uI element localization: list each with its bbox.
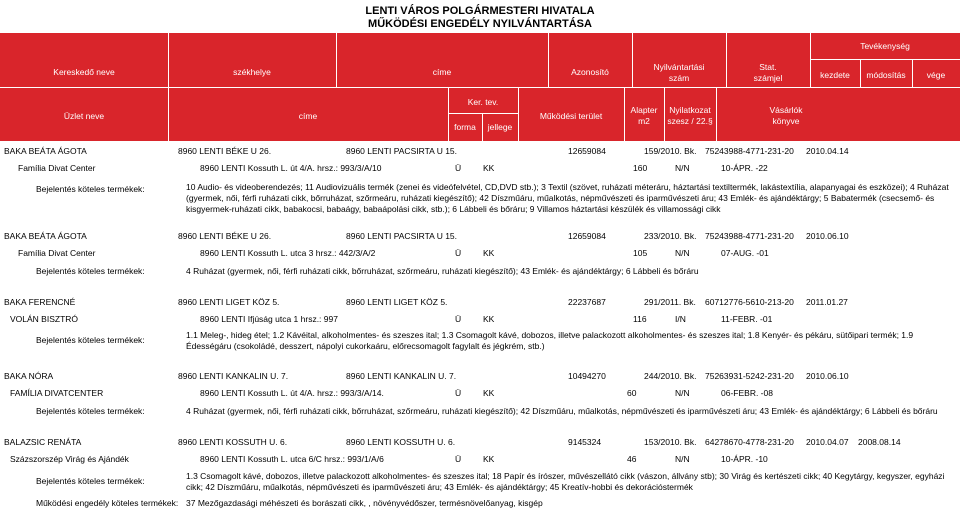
shop-address: 8960 LENTI Kossuth L. út 4/A. hrsz.: 993/3/A/14. <box>200 388 384 398</box>
products-label: Bejelentés köteles termékek: <box>36 184 145 194</box>
trader-address: 8960 LENTI PACSIRTA U 15. <box>346 231 458 241</box>
trade-character: KK <box>483 248 495 258</box>
trader-seat: 8960 LENTI LIGET KÖZ 5. <box>178 297 280 307</box>
products-text: 10 Audio- és videoberendezés; 11 Audiovizuális termék (zenei és videófelvétel, CD,DVD stb.); 3 Textil (szövet, ruházati méteráru, háztartási textiltermék, lakástextília, alapanyagai és eszközei); 4 Ruházat (gyermek, női, férfi ruházati cikk, bőrruházat, szőrmeáru, ruházati kiegészítő); 42 Díszműáru, műalkotás, népművészeti és iparművészeti áru; 43 Emlék- és ajándéktárgy; 5 Babatermék (csecsemő- és kisgyermek-ruházati cikk, babakocsi, babaágy, babaápolási cikk, stb.); 6 Lábbeli és bőráru; 9 Villamos háztartási készülék és villamossági cikk <box>186 182 949 214</box>
stat-code: 75263931-5242-231-20 <box>705 371 794 381</box>
trade-character: KK <box>483 454 495 464</box>
col-floor-area: Alapter m2 <box>630 105 658 126</box>
registry-number: 291/2011. Bk. <box>644 297 696 307</box>
activity-start: 2010.06.10 <box>806 371 849 381</box>
shop-name: Família Divat Center <box>18 163 96 173</box>
products-label: Bejelentés köteles termékek: <box>36 266 145 276</box>
trader-seat: 8960 LENTI BÉKE U 26. <box>178 146 272 156</box>
trader-id: 12659084 <box>568 146 606 156</box>
products-label: Bejelentés köteles termékek: <box>36 335 145 345</box>
registry-number: 159/2010. Bk. <box>644 146 697 156</box>
products-text: 1.1 Meleg-, hideg étel; 1.2 Kávéital, alkoholmentes- és szeszes ital; 1.3 Csomagolt kávé, dobozos, illetve palackozott alkoholmentes- és szeszes ital; 1.8 Kenyér- és pékáru, sütőipari termék; 1.9 Édességáru (csokoládé, desszert, nápolyi cukorkaáru, előrecsomagolt fagylalt és jégkrém, stb.) <box>186 330 914 351</box>
customer-book: 11-FEBR. -01 <box>721 314 773 324</box>
floor-area: 105 <box>633 248 648 258</box>
registry-number: 244/2010. Bk. <box>644 371 697 381</box>
trader-id: 10494270 <box>568 371 606 381</box>
col-activity-end: vége <box>926 70 946 80</box>
shop-name: VOLÁN BISZTRÓ <box>10 314 79 324</box>
activity-modified: 2008.08.14 <box>858 437 901 447</box>
shop-address: 8960 LENTI Kossuth L. utca 6/C hrsz.: 993/1/A/6 <box>200 454 384 464</box>
col-customer-book: Vásárlók könyve <box>769 105 803 126</box>
operating-license-label: Működési engedély köteles termékek: <box>36 498 179 508</box>
shop-name: FAMÍLIA DIVATCENTER <box>10 388 104 398</box>
trade-form: Ü <box>455 388 462 398</box>
trade-form: Ü <box>455 314 462 324</box>
table-header <box>0 33 960 141</box>
declaration: N/N <box>675 248 690 258</box>
trade-form: Ü <box>455 248 462 258</box>
trade-character: KK <box>483 163 495 173</box>
stat-code: 75243988-4771-231-20 <box>705 231 794 241</box>
declaration: N/N <box>675 454 690 464</box>
trader-address: 8960 LENTI KOSSUTH U. 6. <box>346 437 456 447</box>
shop-name: Százszorszép Virág és Ajándék <box>10 454 129 464</box>
activity-start: 2010.06.10 <box>806 231 849 241</box>
trader-seat: 8960 LENTI BÉKE U 26. <box>178 231 272 241</box>
col-trader-name: Kereskedő neve <box>53 67 115 77</box>
col-registry-number: Nyilvántartási szám <box>653 62 705 83</box>
operating-license-products: 37 Mezőgazdasági méhészeti és borászati cikk, , növényvédőszer, termésnövelőanyag, kisgép <box>186 498 543 508</box>
col-activity-modified: módosítás <box>866 70 906 80</box>
products-label: Bejelentés köteles termékek: <box>36 406 145 416</box>
trader-name: BAKA BEÁTA ÁGOTA <box>4 146 87 156</box>
shop-address: 8960 LENTI Kossuth L. utca 3 hrsz.: 442/3/A/2 <box>200 248 376 258</box>
col-shop-address: címe <box>298 111 318 121</box>
floor-area: 46 <box>627 454 637 464</box>
trader-address: 8960 LENTI PACSIRTA U 15. <box>346 146 458 156</box>
stat-code: 60712776-5610-213-20 <box>705 297 794 307</box>
trader-address: 8960 LENTI LIGET KÖZ 5. <box>346 297 448 307</box>
trader-seat: 8960 LENTI KANKALIN U. 7. <box>178 371 289 381</box>
trader-name: BALAZSIC RENÁTA <box>4 437 82 447</box>
declaration: N/N <box>675 163 690 173</box>
shop-address: 8960 LENTI Kossuth L. út 4/A. hrsz.: 993/3/A/10 <box>200 163 382 173</box>
trade-form: Ü <box>455 454 462 464</box>
col-identifier: Azonosító <box>571 67 609 77</box>
customer-book: 10-ÁPR. -22 <box>721 163 768 173</box>
document-subtitle: MŰKÖDÉSI ENGEDÉLY NYILVÁNTARTÁSA <box>368 18 592 30</box>
col-declaration: Nyilatkozat szesz / 22.§ <box>667 105 713 126</box>
col-shop-name: Üzlet neve <box>63 111 105 121</box>
trade-character: KK <box>483 388 495 398</box>
trader-id: 22237687 <box>568 297 606 307</box>
stat-code: 75243988-4771-231-20 <box>705 146 794 156</box>
document-title: LENTI VÁROS POLGÁRMESTERI HIVATALA <box>365 5 595 17</box>
col-stat-code: Stat. számjel <box>753 62 783 83</box>
col-activity: Tevékenység <box>860 41 910 51</box>
declaration: N/N <box>675 388 690 398</box>
registry-number: 233/2010. Bk. <box>644 231 697 241</box>
shop-address: 8960 LENTI Ifjúság utca 1 hrsz.: 997 <box>200 314 338 324</box>
customer-book: 07-AUG. -01 <box>721 248 769 258</box>
floor-area: 160 <box>633 163 648 173</box>
trade-form: Ü <box>455 163 462 173</box>
activity-start: 2010.04.07 <box>806 437 849 447</box>
trader-id: 9145324 <box>568 437 602 447</box>
col-seat: székhelye <box>233 67 271 77</box>
activity-start: 2010.04.14 <box>806 146 849 156</box>
trader-name: BAKA NÓRA <box>4 371 54 381</box>
floor-area: 116 <box>633 314 647 324</box>
customer-book: 06-FEBR. -08 <box>721 388 773 398</box>
trader-seat: 8960 LENTI KOSSUTH U. 6. <box>178 437 288 447</box>
col-character: jellege <box>487 122 513 132</box>
trade-character: KK <box>483 314 495 324</box>
registry-number: 153/2010. Bk. <box>644 437 697 447</box>
trader-name: BAKA BEÁTA ÁGOTA <box>4 231 87 241</box>
stat-code: 64278670-4778-231-20 <box>705 437 794 447</box>
floor-area: 60 <box>627 388 637 398</box>
products-text: 1.3 Csomagolt kávé, dobozos, illetve palackozott alkoholmentes- és szeszes ital; 18 Papír és írószer, művészellátó cikk (vászon, állvány stb); 30 Virág és kertészeti cikk; 40 Kegytárgy, kegyszer, egyházi cikk; 42 Díszműáru, műalkotás, népművészeti és iparművészeti áru; 43 Emlék- és ajándéktárgy; 45 Kreatív-hobbi és dekorációstermék <box>186 471 945 492</box>
products-text: 4 Ruházat (gyermek, női, férfi ruházati cikk, bőrruházat, szőrmeáru, ruházati kiegészítő); 42 Díszműáru, műalkotás, népművészeti és iparművészeti áru; 43 Emlék- és ajándéktárgy; 6 Lábbeli és bőráru <box>186 406 938 416</box>
col-trade-activity: Ker. tev. <box>467 97 499 107</box>
col-form: forma <box>454 122 476 132</box>
col-address: címe <box>432 67 452 77</box>
trader-address: 8960 LENTI KANKALIN U. 7. <box>346 371 457 381</box>
products-label: Bejelentés köteles termékek: <box>36 476 145 486</box>
shop-name: Família Divat Center <box>18 248 96 258</box>
activity-start: 2011.01.27 <box>806 297 848 307</box>
trader-name: BAKA FERENCNÉ <box>4 297 76 307</box>
customer-book: 10-ÁPR. -10 <box>721 454 768 464</box>
declaration: I/N <box>675 314 686 324</box>
col-operating-area: Működési terület <box>539 111 603 121</box>
col-activity-start: kezdete <box>820 70 850 80</box>
products-text: 4 Ruházat (gyermek, női, férfi ruházati cikk, bőrruházat, szőrmeáru, ruházati kiegészítő); 43 Emlék- és ajándéktárgy; 6 Lábbeli és bőráru <box>186 266 699 276</box>
trader-id: 12659084 <box>568 231 606 241</box>
